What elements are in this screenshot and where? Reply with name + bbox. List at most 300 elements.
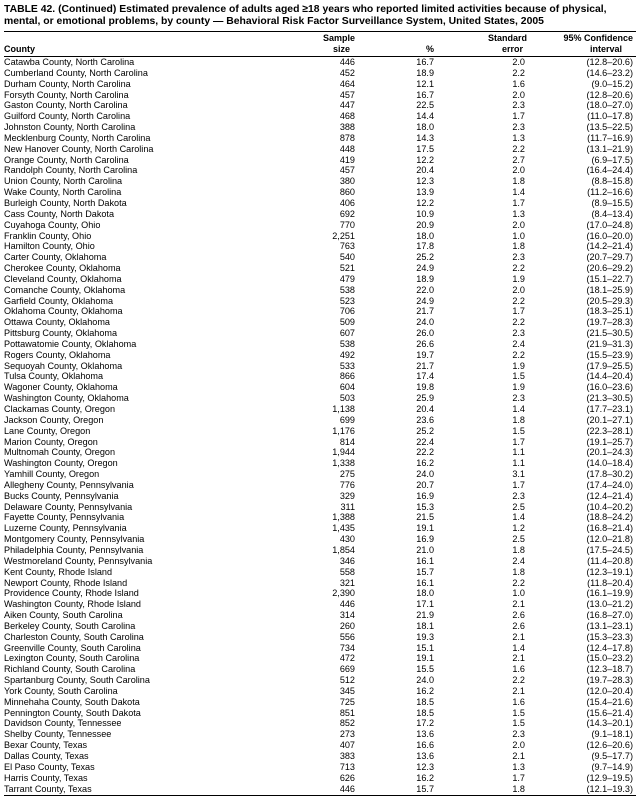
county-cell: Cass County, North Dakota: [4, 208, 115, 219]
percent-cell: 13.6: [416, 729, 434, 740]
county-cell: Cleveland County, Oklahoma: [4, 273, 122, 284]
standard-error-cell: 1.7: [512, 479, 525, 490]
percent-cell: 22.4: [416, 436, 434, 447]
percent-cell: 24.0: [416, 675, 434, 686]
percent-cell: 18.5: [416, 696, 434, 707]
table-row: [4, 578, 636, 589]
confidence-interval-cell: (12.3–18.7): [586, 664, 633, 675]
percent-cell: 15.1: [416, 642, 434, 653]
county-cell: Kent County, Rhode Island: [4, 566, 113, 577]
table-row: [4, 90, 636, 101]
percent-cell: 26.6: [416, 338, 434, 349]
confidence-interval-cell: (15.4–21.6): [586, 696, 633, 707]
percent-cell: 20.7: [416, 479, 434, 490]
percent-cell: 18.1: [416, 620, 434, 631]
county-cell: Philadelphia County, Pennsylvania: [4, 544, 144, 555]
table-row: [4, 599, 636, 610]
percent-cell: 16.2: [416, 458, 434, 469]
sample-size-cell: 419: [339, 154, 355, 165]
county-cell: Garfield County, Oklahoma: [4, 295, 114, 306]
confidence-interval-cell: (14.2–21.4): [586, 241, 633, 252]
table-row: [4, 491, 636, 502]
standard-error-cell: 1.4: [512, 642, 525, 653]
sample-size-cell: 446: [339, 599, 355, 610]
sample-size-cell: 851: [339, 707, 355, 718]
table-row: [4, 393, 636, 404]
county-cell: Westmoreland County, Pennsylvania: [4, 555, 153, 566]
standard-error-cell: 2.2: [512, 675, 525, 686]
county-cell: Allegheny County, Pennsylvania: [4, 479, 134, 490]
percent-cell: 26.0: [416, 328, 434, 339]
table-row: [4, 187, 636, 198]
standard-error-cell: 2.3: [512, 328, 525, 339]
header-county: County: [4, 44, 35, 54]
sample-size-cell: 776: [339, 479, 355, 490]
table-row: [4, 664, 636, 675]
sample-size-cell: 770: [339, 219, 355, 230]
sample-size-cell: 407: [339, 740, 355, 751]
confidence-interval-cell: (17.5–24.5): [586, 544, 633, 555]
percent-cell: 22.5: [416, 100, 434, 111]
confidence-interval-cell: (17.9–25.5): [586, 360, 633, 371]
percent-cell: 13.6: [416, 751, 434, 761]
standard-error-cell: 1.3: [512, 761, 525, 772]
standard-error-cell: 1.7: [512, 772, 525, 783]
percent-cell: 16.6: [416, 740, 434, 751]
standard-error-cell: 2.2: [512, 317, 525, 328]
sample-size-cell: 2,390: [332, 588, 355, 599]
standard-error-cell: 2.3: [512, 393, 525, 404]
county-cell: Spartanburg County, South Carolina: [4, 675, 150, 686]
confidence-interval-cell: (14.0–18.4): [586, 458, 633, 469]
confidence-interval-cell: (13.1–21.9): [586, 143, 633, 154]
table-row: [4, 686, 636, 697]
county-cell: Richland County, South Carolina: [4, 664, 136, 675]
confidence-interval-cell: (18.1–25.9): [586, 284, 633, 295]
sample-size-cell: 430: [339, 534, 355, 545]
standard-error-cell: 2.1: [512, 685, 525, 696]
county-cell: Bexar County, Texas: [4, 740, 88, 751]
standard-error-cell: 1.2: [512, 523, 525, 534]
standard-error-cell: 2.0: [512, 219, 525, 230]
sample-size-cell: 457: [339, 165, 355, 176]
county-cell: Washington County, Rhode Island: [4, 599, 141, 610]
table-row: [4, 176, 636, 187]
sample-size-cell: 311: [340, 501, 355, 512]
table-row: [4, 371, 636, 382]
confidence-interval-cell: (20.6–29.2): [586, 263, 633, 274]
percent-cell: 16.9: [416, 490, 434, 501]
county-cell: Wake County, North Carolina: [4, 187, 122, 198]
table-row: [4, 361, 636, 372]
confidence-interval-cell: (15.1–22.7): [586, 273, 633, 284]
standard-error-cell: 2.1: [512, 631, 525, 642]
table-row: [4, 643, 636, 654]
table-row: [4, 79, 636, 90]
standard-error-cell: 2.6: [512, 620, 525, 631]
percent-cell: 15.7: [416, 566, 434, 577]
sample-size-cell: 468: [339, 111, 355, 122]
table-row: [4, 122, 636, 133]
county-cell: Bucks County, Pennsylvania: [4, 490, 119, 501]
table-row: [4, 447, 636, 458]
percent-cell: 19.7: [416, 349, 434, 360]
county-cell: Clackamas County, Oregon: [4, 404, 116, 414]
sample-size-cell: 1,944: [332, 447, 355, 458]
table-page: [4, 0, 636, 796]
standard-error-cell: 2.1: [512, 751, 525, 761]
table-row: [4, 198, 636, 209]
sample-size-cell: 321: [339, 577, 355, 588]
sample-size-cell: 878: [339, 132, 355, 143]
county-cell: Berkeley County, South Carolina: [4, 620, 136, 631]
sample-size-cell: 509: [339, 317, 355, 328]
table-row: [4, 296, 636, 307]
standard-error-cell: 1.8: [512, 176, 525, 187]
sample-size-cell: 452: [339, 67, 355, 78]
standard-error-cell: 1.8: [512, 241, 525, 252]
percent-cell: 10.9: [416, 208, 434, 219]
county-cell: Tarrant County, Texas: [4, 783, 92, 794]
sample-size-cell: 406: [339, 197, 355, 208]
percent-cell: 19.1: [416, 523, 434, 534]
table-row: [4, 762, 636, 773]
county-cell: Shelby County, Tennessee: [4, 729, 112, 740]
table-row: [4, 621, 636, 632]
sample-size-cell: 604: [339, 382, 355, 393]
standard-error-cell: 1.7: [512, 306, 525, 317]
sample-size-cell: 521: [339, 263, 355, 274]
header-sample-line2: size: [332, 44, 350, 54]
standard-error-cell: 2.7: [512, 154, 525, 165]
sample-size-cell: 669: [339, 664, 355, 675]
sample-size-cell: 383: [339, 751, 355, 761]
sample-size-cell: 2,251: [332, 230, 355, 241]
county-cell: Charleston County, South Carolina: [4, 631, 144, 642]
sample-size-cell: 763: [339, 241, 355, 252]
table-row: [4, 306, 636, 317]
percent-cell: 23.6: [416, 414, 434, 425]
table-row: [4, 231, 636, 242]
confidence-interval-cell: (9.0–15.2): [591, 78, 633, 89]
standard-error-cell: 1.0: [512, 588, 525, 599]
sample-size-cell: 538: [339, 338, 355, 349]
sample-size-cell: 1,338: [332, 458, 355, 469]
table-row: [4, 328, 636, 339]
standard-error-cell: 1.6: [512, 78, 525, 89]
county-cell: Newport County, Rhode Island: [4, 577, 128, 588]
county-cell: Davidson County, Tennessee: [4, 718, 122, 729]
sample-size-cell: 314: [339, 610, 355, 621]
sample-size-cell: 713: [339, 761, 355, 772]
standard-error-cell: 2.0: [512, 89, 525, 100]
confidence-interval-cell: (9.7–14.9): [591, 761, 633, 772]
county-cell: Guilford County, North Carolina: [4, 111, 131, 122]
table-row: [4, 285, 636, 296]
table-row: [4, 545, 636, 556]
standard-error-cell: 2.2: [512, 143, 525, 154]
table-row: [4, 740, 636, 751]
confidence-interval-cell: (9.1–18.1): [591, 729, 633, 740]
sample-size-cell: 380: [339, 176, 355, 187]
percent-cell: 19.3: [416, 631, 434, 642]
standard-error-cell: 1.9: [512, 360, 525, 371]
table-row: [4, 729, 636, 740]
confidence-interval-cell: (16.4–24.4): [586, 165, 633, 176]
percent-cell: 15.3: [416, 501, 434, 512]
standard-error-cell: 1.8: [512, 783, 525, 794]
confidence-interval-cell: (18.8–24.2): [586, 512, 633, 523]
county-cell: Pottawatomie County, Oklahoma: [4, 338, 137, 349]
percent-cell: 12.2: [416, 154, 434, 165]
county-cell: Forsyth County, North Carolina: [4, 89, 129, 100]
sample-size-cell: 814: [339, 436, 355, 447]
sample-size-cell: 607: [339, 328, 355, 339]
confidence-interval-cell: (8.9–15.5): [591, 197, 633, 208]
sample-size-cell: 533: [339, 360, 355, 371]
percent-cell: 18.9: [416, 67, 434, 78]
sample-size-cell: 388: [339, 122, 355, 133]
standard-error-cell: 2.3: [512, 100, 525, 111]
sample-size-cell: 558: [339, 566, 355, 577]
sample-size-cell: 512: [339, 675, 355, 686]
confidence-interval-cell: (15.6–21.4): [586, 707, 633, 718]
county-cell: Harris County, Texas: [4, 772, 88, 783]
sample-size-cell: 1,854: [332, 544, 355, 555]
standard-error-cell: 2.5: [512, 501, 525, 512]
standard-error-cell: 1.0: [512, 230, 525, 241]
percent-cell: 25.2: [416, 252, 434, 263]
sample-size-cell: 725: [339, 696, 355, 707]
standard-error-cell: 1.7: [512, 436, 525, 447]
sample-size-cell: 692: [339, 208, 355, 219]
sample-size-cell: 472: [339, 653, 355, 664]
percent-cell: 24.0: [416, 317, 434, 328]
header-ci-line1: 95% Confidence: [563, 33, 633, 43]
table-row: [4, 144, 636, 155]
standard-error-cell: 1.8: [512, 566, 525, 577]
percent-cell: 17.4: [416, 371, 434, 382]
standard-error-cell: 2.2: [512, 295, 525, 306]
table-row: [4, 415, 636, 426]
confidence-interval-cell: (11.7–16.9): [587, 132, 633, 143]
county-cell: Orange County, North Carolina: [4, 154, 129, 165]
standard-error-cell: 1.6: [512, 696, 525, 707]
confidence-interval-cell: (21.5–30.5): [586, 328, 633, 339]
standard-error-cell: 2.5: [512, 534, 525, 545]
county-cell: Pittsburg County, Oklahoma: [4, 328, 118, 339]
percent-cell: 16.1: [416, 555, 434, 566]
percent-cell: 16.2: [416, 772, 434, 783]
standard-error-cell: 2.6: [512, 610, 525, 621]
confidence-interval-cell: (11.4–20.8): [587, 555, 633, 566]
confidence-interval-cell: (15.5–23.9): [586, 349, 633, 360]
percent-cell: 16.7: [416, 57, 434, 67]
standard-error-cell: 2.3: [512, 490, 525, 501]
table-row: [4, 556, 636, 567]
table-row: [4, 610, 636, 621]
percent-cell: 18.0: [416, 588, 434, 599]
standard-error-cell: 2.0: [512, 740, 525, 751]
confidence-interval-cell: (21.3–30.5): [586, 393, 633, 404]
county-cell: El Paso County, Texas: [4, 761, 95, 772]
sample-size-cell: 556: [339, 631, 355, 642]
percent-cell: 20.4: [416, 404, 434, 414]
confidence-interval-cell: (14.4–20.4): [586, 371, 633, 382]
county-cell: Lane County, Oregon: [4, 425, 91, 436]
sample-size-cell: 523: [339, 295, 355, 306]
percent-cell: 24.9: [416, 263, 434, 274]
confidence-interval-cell: (20.1–24.3): [586, 447, 633, 458]
table-row: [4, 567, 636, 578]
table-row: [4, 57, 636, 68]
percent-cell: 18.0: [416, 122, 434, 133]
table-row: [4, 697, 636, 708]
percent-cell: 15.7: [416, 783, 434, 794]
county-cell: Durham County, North Carolina: [4, 78, 131, 89]
table-row: [4, 220, 636, 231]
standard-error-cell: 2.3: [512, 729, 525, 740]
table-row: [4, 502, 636, 513]
percent-cell: 18.5: [416, 707, 434, 718]
table-row: [4, 111, 636, 122]
standard-error-cell: 1.8: [512, 414, 525, 425]
sample-size-cell: 479: [339, 273, 355, 284]
percent-cell: 20.9: [416, 219, 434, 230]
percent-cell: 25.9: [416, 393, 434, 404]
confidence-interval-cell: (12.6–20.6): [586, 740, 633, 751]
table-row: [4, 382, 636, 393]
percent-cell: 15.5: [416, 664, 434, 675]
county-cell: Cumberland County, North Carolina: [4, 67, 148, 78]
confidence-interval-cell: (12.1–19.3): [586, 783, 633, 794]
county-cell: Cuyahoga County, Ohio: [4, 219, 101, 230]
table-row: [4, 773, 636, 784]
county-cell: Oklahoma County, Oklahoma: [4, 306, 123, 317]
confidence-interval-cell: (22.3–28.1): [586, 425, 633, 436]
table-row: [4, 632, 636, 643]
table-row: [4, 718, 636, 729]
standard-error-cell: 2.2: [512, 67, 525, 78]
standard-error-cell: 2.2: [512, 263, 525, 274]
percent-cell: 17.5: [416, 143, 434, 154]
table-row: [4, 588, 636, 599]
percent-cell: 17.1: [416, 599, 434, 610]
sample-size-cell: 457: [339, 89, 355, 100]
percent-cell: 24.0: [416, 469, 434, 480]
table-row: [4, 534, 636, 545]
county-cell: Lexington County, South Carolina: [4, 653, 140, 664]
percent-cell: 22.2: [416, 447, 434, 458]
table-row: [4, 252, 636, 263]
percent-cell: 16.1: [416, 577, 434, 588]
table-row: [4, 437, 636, 448]
confidence-interval-cell: (19.7–28.3): [586, 317, 633, 328]
table-title: TABLE 42. (Continued) Estimated prevalence of adults aged ≥18 years who reported limited activities because of physical, mental, or emotional problems, by county — Behavioral Risk Factor Surveillance System, United States, 2005: [4, 4, 607, 27]
county-cell: Fayette County, Pennsylvania: [4, 512, 125, 523]
percent-cell: 21.7: [416, 360, 434, 371]
standard-error-cell: 2.3: [512, 122, 525, 133]
percent-cell: 16.7: [416, 89, 434, 100]
percent-cell: 24.9: [416, 295, 434, 306]
percent-cell: 22.0: [416, 284, 434, 295]
table-row: [4, 263, 636, 274]
county-cell: New Hanover County, North Carolina: [4, 143, 154, 154]
county-cell: Rogers County, Oklahoma: [4, 349, 111, 360]
table-row: [4, 209, 636, 220]
table-row: [4, 653, 636, 664]
percent-cell: 21.0: [416, 544, 434, 555]
table-row: [4, 100, 636, 111]
county-cell: Gaston County, North Carolina: [4, 100, 128, 111]
county-cell: Aiken County, South Carolina: [4, 610, 123, 621]
percent-cell: 21.5: [416, 512, 434, 523]
table-body: [4, 57, 636, 794]
sample-size-cell: 464: [339, 78, 355, 89]
sample-size-cell: 273: [339, 729, 355, 740]
confidence-interval-cell: (20.7–29.7): [586, 252, 633, 263]
table-row: [4, 241, 636, 252]
sample-size-cell: 1,176: [332, 425, 355, 436]
county-cell: Franklin County, Ohio: [4, 230, 92, 241]
confidence-interval-cell: (12.9–19.5): [586, 772, 633, 783]
confidence-interval-cell: (15.3–23.3): [586, 631, 633, 642]
sample-size-cell: 626: [339, 772, 355, 783]
percent-cell: 20.4: [416, 165, 434, 176]
confidence-interval-cell: (9.5–17.7): [591, 751, 633, 761]
confidence-interval-cell: (19.1–25.7): [586, 436, 633, 447]
county-cell: Marion County, Oregon: [4, 436, 98, 447]
table-row: [4, 469, 636, 480]
header-se-line1: Standard: [487, 33, 527, 43]
percent-cell: 18.0: [416, 230, 434, 241]
standard-error-cell: 1.4: [512, 404, 525, 414]
county-cell: Union County, North Carolina: [4, 176, 123, 187]
standard-error-cell: 1.5: [512, 425, 525, 436]
standard-error-cell: 2.3: [512, 252, 525, 263]
sample-size-cell: 1,388: [332, 512, 355, 523]
county-cell: Washington County, Oregon: [4, 458, 118, 469]
sample-size-cell: 345: [339, 685, 355, 696]
sample-size-cell: 346: [339, 555, 355, 566]
sample-size-cell: 446: [339, 783, 355, 794]
percent-cell: 25.2: [416, 425, 434, 436]
standard-error-cell: 3.1: [512, 469, 525, 480]
confidence-interval-cell: (12.0–20.4): [586, 685, 633, 696]
county-cell: Cherokee County, Oklahoma: [4, 263, 121, 274]
confidence-interval-cell: (10.4–20.2): [586, 501, 633, 512]
confidence-interval-cell: (17.7–23.1): [586, 404, 633, 414]
sample-size-cell: 1,138: [332, 404, 355, 414]
standard-error-cell: 2.4: [512, 338, 525, 349]
percent-cell: 12.2: [416, 197, 434, 208]
percent-cell: 16.9: [416, 534, 434, 545]
county-cell: Burleigh County, North Dakota: [4, 197, 127, 208]
table-row: [4, 133, 636, 144]
county-cell: Mecklenburg County, North Carolina: [4, 132, 151, 143]
confidence-interval-cell: (13.0–21.2): [586, 599, 633, 610]
confidence-interval-cell: (12.0–21.8): [586, 534, 633, 545]
confidence-interval-cell: (12.8–20.6): [586, 89, 633, 100]
standard-error-cell: 1.4: [512, 187, 525, 198]
standard-error-cell: 1.5: [512, 371, 525, 382]
sample-size-cell: 275: [339, 469, 355, 480]
sample-size-cell: 540: [339, 252, 355, 263]
percent-cell: 13.9: [416, 187, 434, 198]
county-cell: Luzerne County, Pennsylvania: [4, 523, 127, 534]
standard-error-cell: 1.4: [512, 512, 525, 523]
sample-size-cell: 1,435: [332, 523, 355, 534]
